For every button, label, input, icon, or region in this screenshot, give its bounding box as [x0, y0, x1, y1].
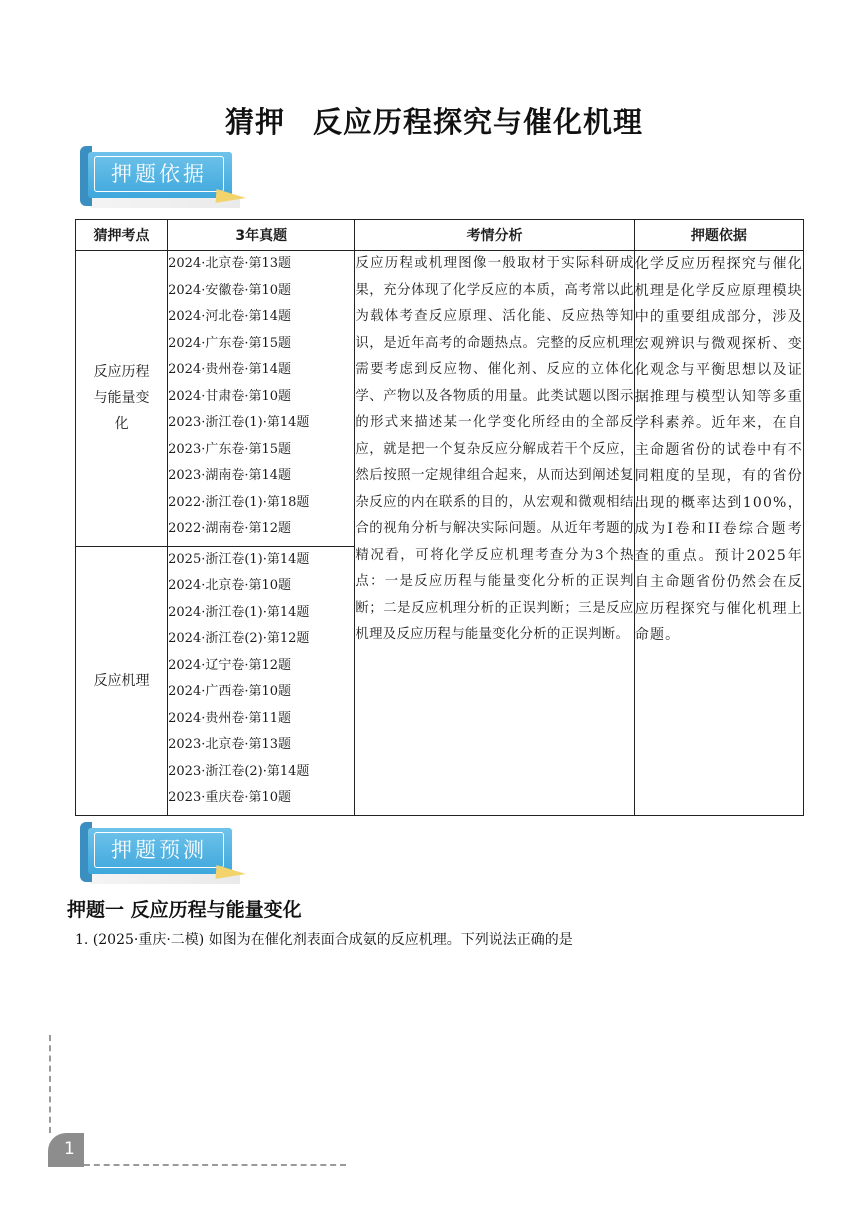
margin-dashed-line: [49, 1035, 51, 1133]
list-item: 2023·重庆卷·第10题: [168, 790, 292, 806]
question-1-text: 1. (2025·重庆·二模) 如图为在催化剂表面合成氨的反应机理。下列说法正确的是: [75, 932, 573, 948]
page-title: [0, 100, 868, 141]
list-item: 2024·贵州卷·第11题: [168, 710, 292, 726]
table-row: [76, 251, 804, 547]
list-item: 2024·北京卷·第10题: [168, 578, 292, 594]
page-number: 1: [64, 1139, 75, 1159]
table-header-row: [76, 220, 804, 251]
exam-basis-table: [75, 219, 804, 816]
exam-point-line: 反应历程: [93, 364, 150, 381]
list-item: 2023·浙江卷(2)·第14题: [168, 763, 310, 779]
list-item: 2022·湖南卷·第12题: [168, 521, 292, 536]
list-item: 2024·浙江卷(1)·第14题: [168, 604, 310, 620]
list-item: 2024·河北卷·第14题: [168, 309, 292, 324]
list-item: 2023·浙江卷(1)·第14题: [168, 415, 310, 430]
footer-dashed-line: [84, 1164, 346, 1166]
basis-banner: [80, 146, 250, 210]
list-item: 2024·甘肃卷·第10题: [168, 388, 292, 404]
list-item: 2024·广西卷·第10题: [168, 684, 292, 700]
exam-point-line: 与能量变: [93, 390, 150, 407]
section-heading: 押题一 反应历程与能量变化: [67, 899, 302, 921]
list-item: 2024·安徽卷·第10题: [168, 282, 292, 298]
analysis-text: 反应历程或机理图像一般取材于实际科研成果，充分体现了化学反应的本质，高考常以此为载体考查反应原理、活化能、反应热等知识，是近年高考的命题热点。完整的反应机理需要考虑到反应物、催化剂、反应的立体化学、产物以及各物质的用量。此类试题以图示的形式来描述某一化学变化所经由的全部反应，就是把一个复杂反应分解成若干个反应，然后按照一定规律组合起来，从而达到阐述复杂反应的内在联系的目的，从宏观和微观相结合的视角分析与解决实际问题。从近年考题的精况看，可将化学反应机理考查分为3个热点：一是反应历程与能量变化分析的正误判断；二是反应机理分析的正误判断；三是反应机理及反应历程与能量变化分析的正误判断。: [355, 251, 634, 816]
exam-point-line: 反应机理: [93, 672, 150, 689]
list-item: 2022·浙江卷(1)·第18题: [168, 494, 310, 510]
list-item: 2024·广东卷·第15题: [168, 335, 292, 351]
exam-point-line: 化: [114, 416, 129, 433]
header-analysis: 考情分析: [355, 220, 634, 251]
question-list: [168, 546, 355, 815]
header-basis: 押题依据: [634, 220, 803, 251]
basis-text: 化学反应历程探究与催化机理是化学反应原理模块中的重要组成部分，涉及宏观辨识与微观探析、变化观念与平衡思想以及证据推理与模型认知等多重学科素养。近年来，在自主命题省份的试卷中有不同粗度的呈现，有的省份出现的概率达到100%，成为I卷和II卷综合题考查的重点。预计2025年自主命题省份仍然会在反应历程探究与催化机理上命题。: [634, 251, 803, 816]
pencil-icon: [216, 865, 247, 881]
list-item: 2024·辽宁卷·第12题: [168, 657, 292, 673]
list-item: 2024·贵州卷·第14题: [168, 362, 292, 377]
question-list: [168, 251, 355, 547]
pencil-icon: [216, 189, 247, 205]
list-item: 2023·湖南卷·第14题: [168, 468, 292, 483]
list-item: 2023·广东卷·第15题: [168, 441, 292, 457]
list-item: 2025·浙江卷(1)·第14题: [168, 551, 310, 567]
list-item: 2024·浙江卷(2)·第12题: [168, 631, 310, 647]
title-prefix: 猜押: [224, 105, 285, 139]
prediction-banner-label: 押题预测: [111, 838, 207, 862]
list-item: 2024·北京卷·第13题: [168, 256, 292, 271]
prediction-banner: [80, 822, 250, 886]
exam-point-cell: [76, 251, 168, 547]
list-item: 2023·北京卷·第13题: [168, 737, 292, 753]
header-point: 猜押考点: [76, 220, 168, 251]
title-main: 反应历程探究与催化机理: [313, 105, 644, 139]
exam-point-cell: [76, 546, 168, 815]
header-questions: 3年真题: [168, 220, 355, 251]
basis-banner-label: 押题依据: [111, 162, 207, 186]
